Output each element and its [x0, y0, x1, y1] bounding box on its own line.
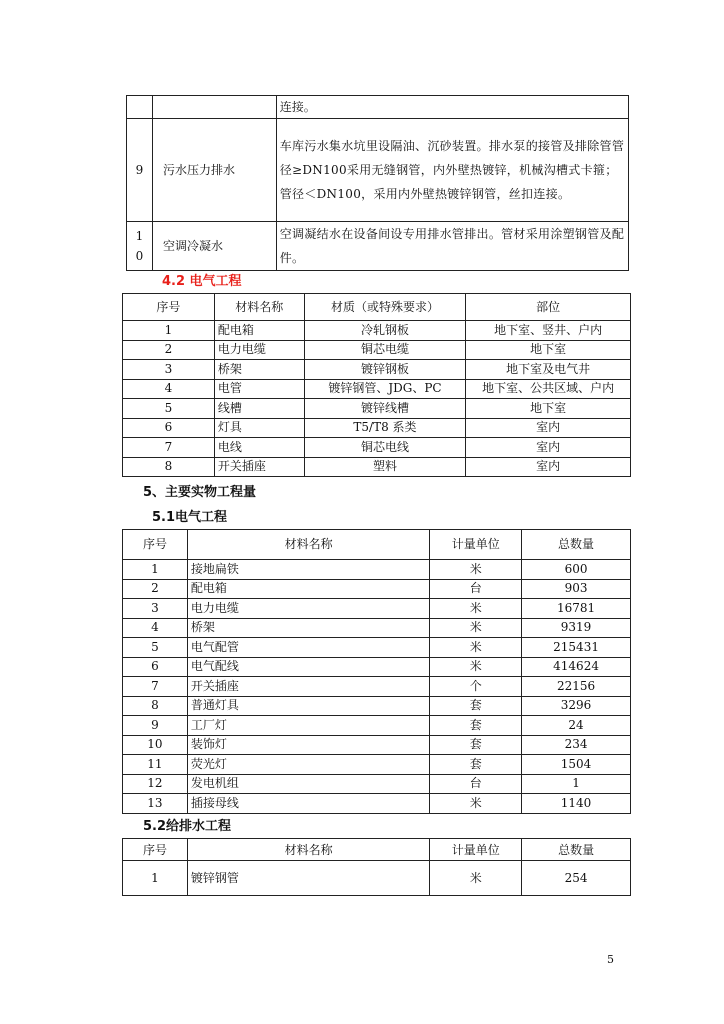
cell-location: 室内	[466, 418, 631, 438]
table-row	[123, 755, 631, 775]
table-row	[123, 794, 631, 814]
cell-name: 配电箱	[214, 321, 304, 341]
row-desc: 连接。	[276, 96, 628, 119]
cell-name: 开关插座	[214, 457, 304, 477]
cell-quantity: 3296	[522, 696, 631, 716]
cell-quantity: 254	[522, 861, 631, 896]
cell-name: 电管	[214, 379, 304, 399]
cell-location: 地下室、竖井、户内	[466, 321, 631, 341]
table-row	[123, 579, 631, 599]
cell-name: 桥架	[187, 618, 429, 638]
row-no: 9	[127, 119, 153, 222]
table-row	[123, 657, 631, 677]
cell-name: 荧光灯	[187, 755, 429, 775]
cell-no: 13	[123, 794, 188, 814]
table-header-row	[123, 530, 631, 560]
cell-unit: 米	[430, 657, 522, 677]
cell-no: 9	[123, 716, 188, 736]
cell-no: 2	[123, 340, 215, 360]
cell-name: 工厂灯	[187, 716, 429, 736]
cell-name: 电气配线	[187, 657, 429, 677]
cell-name: 电线	[214, 438, 304, 458]
cell-name: 普通灯具	[187, 696, 429, 716]
cell-no: 8	[123, 696, 188, 716]
cell-unit: 套	[430, 696, 522, 716]
cell-quantity: 234	[522, 735, 631, 755]
cell-no: 3	[123, 360, 215, 380]
header-cell: 材质（或特殊要求）	[304, 294, 466, 321]
cell-no: 1	[123, 321, 215, 341]
section-heading-5-1: 5.1电气工程	[152, 510, 228, 525]
row-name: 污水压力排水	[152, 119, 276, 222]
cell-unit: 米	[430, 861, 522, 896]
cell-no: 11	[123, 755, 188, 775]
cell-no: 10	[123, 735, 188, 755]
cell-location: 地下室、公共区域、户内	[466, 379, 631, 399]
cell-no: 1	[123, 560, 188, 580]
table-row	[123, 379, 631, 399]
row-desc: 车库污水集水坑里设隔油、沉砂装置。排水泵的接管及排除管管径≥DN100采用无缝钢管，内外壁热镀锌，机械沟槽式卡箍；管径＜DN100，采用内外壁热镀锌钢管，丝扣连接。	[276, 119, 628, 222]
cell-name: 插接母线	[187, 794, 429, 814]
table-row	[123, 599, 631, 619]
table-row	[127, 222, 629, 271]
cell-material: 镀锌钢板	[304, 360, 466, 380]
cell-name: 装饰灯	[187, 735, 429, 755]
cell-no: 5	[123, 638, 188, 658]
cell-unit: 米	[430, 794, 522, 814]
cell-quantity: 1504	[522, 755, 631, 775]
cell-no: 7	[123, 677, 188, 697]
cell-material: 铜芯电缆	[304, 340, 466, 360]
cell-name: 电力电缆	[187, 599, 429, 619]
drainage-table	[126, 95, 629, 271]
row-no: 10	[127, 222, 153, 271]
header-cell: 材料名称	[187, 530, 429, 560]
cell-quantity: 24	[522, 716, 631, 736]
table-row	[127, 96, 629, 119]
header-cell: 总数量	[522, 839, 631, 861]
page-number: 5	[607, 953, 614, 966]
header-cell: 计量单位	[430, 530, 522, 560]
cell-quantity: 1	[522, 774, 631, 794]
header-cell: 材料名称	[214, 294, 304, 321]
row-name: 空调冷凝水	[152, 222, 276, 271]
cell-material: 镀锌线槽	[304, 399, 466, 419]
table-row	[123, 399, 631, 419]
cell-unit: 个	[430, 677, 522, 697]
cell-no: 4	[123, 618, 188, 638]
cell-material: 冷轧钢板	[304, 321, 466, 341]
cell-name: 电气配管	[187, 638, 429, 658]
electrical-materials-table	[122, 293, 631, 477]
row-desc: 空调凝结水在设备间设专用排水管排出。管材采用涂塑钢管及配件。	[276, 222, 628, 271]
cell-quantity: 16781	[522, 599, 631, 619]
cell-no: 1	[123, 861, 188, 896]
table-row	[123, 360, 631, 380]
table-header-row	[123, 294, 631, 321]
cell-location: 地下室	[466, 399, 631, 419]
cell-unit: 台	[430, 774, 522, 794]
cell-no: 12	[123, 774, 188, 794]
cell-name: 接地扁铁	[187, 560, 429, 580]
cell-unit: 米	[430, 560, 522, 580]
section-heading-5: 5、主要实物工程量	[143, 485, 257, 500]
table-row	[123, 618, 631, 638]
cell-unit: 套	[430, 716, 522, 736]
cell-unit: 米	[430, 599, 522, 619]
table-row	[123, 861, 631, 896]
cell-name: 灯具	[214, 418, 304, 438]
table-row	[123, 677, 631, 697]
table-row	[123, 418, 631, 438]
electrical-quantities-table	[122, 529, 631, 814]
cell-name: 电力电缆	[214, 340, 304, 360]
cell-material: T5/T8 系类	[304, 418, 466, 438]
cell-no: 6	[123, 418, 215, 438]
table-row	[123, 638, 631, 658]
cell-no: 8	[123, 457, 215, 477]
cell-no: 2	[123, 579, 188, 599]
cell-no: 7	[123, 438, 215, 458]
section-heading-4-2: 4.2 电气工程	[162, 274, 242, 289]
cell-name: 发电机组	[187, 774, 429, 794]
cell-location: 室内	[466, 457, 631, 477]
cell-quantity: 1140	[522, 794, 631, 814]
cell-name: 配电箱	[187, 579, 429, 599]
header-cell: 序号	[123, 294, 215, 321]
plumbing-quantities-table	[122, 838, 631, 896]
header-cell: 计量单位	[430, 839, 522, 861]
cell-unit: 套	[430, 735, 522, 755]
section-heading-5-2: 5.2给排水工程	[143, 819, 232, 834]
cell-material: 铜芯电线	[304, 438, 466, 458]
cell-no: 6	[123, 657, 188, 677]
table-row	[123, 438, 631, 458]
header-cell: 序号	[123, 530, 188, 560]
cell-location: 室内	[466, 438, 631, 458]
cell-material: 镀锌钢管、JDG、PC	[304, 379, 466, 399]
cell-no: 4	[123, 379, 215, 399]
cell-name: 线槽	[214, 399, 304, 419]
cell-unit: 米	[430, 638, 522, 658]
cell-quantity: 9319	[522, 618, 631, 638]
cell-location: 地下室	[466, 340, 631, 360]
cell-unit: 套	[430, 755, 522, 775]
table-row	[123, 560, 631, 580]
header-cell: 材料名称	[187, 839, 429, 861]
header-cell: 序号	[123, 839, 188, 861]
cell-material: 塑料	[304, 457, 466, 477]
cell-quantity: 215431	[522, 638, 631, 658]
cell-location: 地下室及电气井	[466, 360, 631, 380]
table-row	[123, 716, 631, 736]
cell-quantity: 414624	[522, 657, 631, 677]
table-row	[127, 119, 629, 222]
cell-quantity: 600	[522, 560, 631, 580]
cell-name: 桥架	[214, 360, 304, 380]
table-row	[123, 340, 631, 360]
cell-no: 5	[123, 399, 215, 419]
row-no	[127, 96, 153, 119]
table-row	[123, 735, 631, 755]
cell-quantity: 22156	[522, 677, 631, 697]
table-row	[123, 774, 631, 794]
table-header-row	[123, 839, 631, 861]
header-cell: 部位	[466, 294, 631, 321]
cell-quantity: 903	[522, 579, 631, 599]
table-row	[123, 457, 631, 477]
table-row	[123, 321, 631, 341]
header-cell: 总数量	[522, 530, 631, 560]
cell-name: 开关插座	[187, 677, 429, 697]
cell-unit: 台	[430, 579, 522, 599]
cell-name: 镀锌钢管	[187, 861, 429, 896]
cell-unit: 米	[430, 618, 522, 638]
table-row	[123, 696, 631, 716]
row-name	[152, 96, 276, 119]
cell-no: 3	[123, 599, 188, 619]
